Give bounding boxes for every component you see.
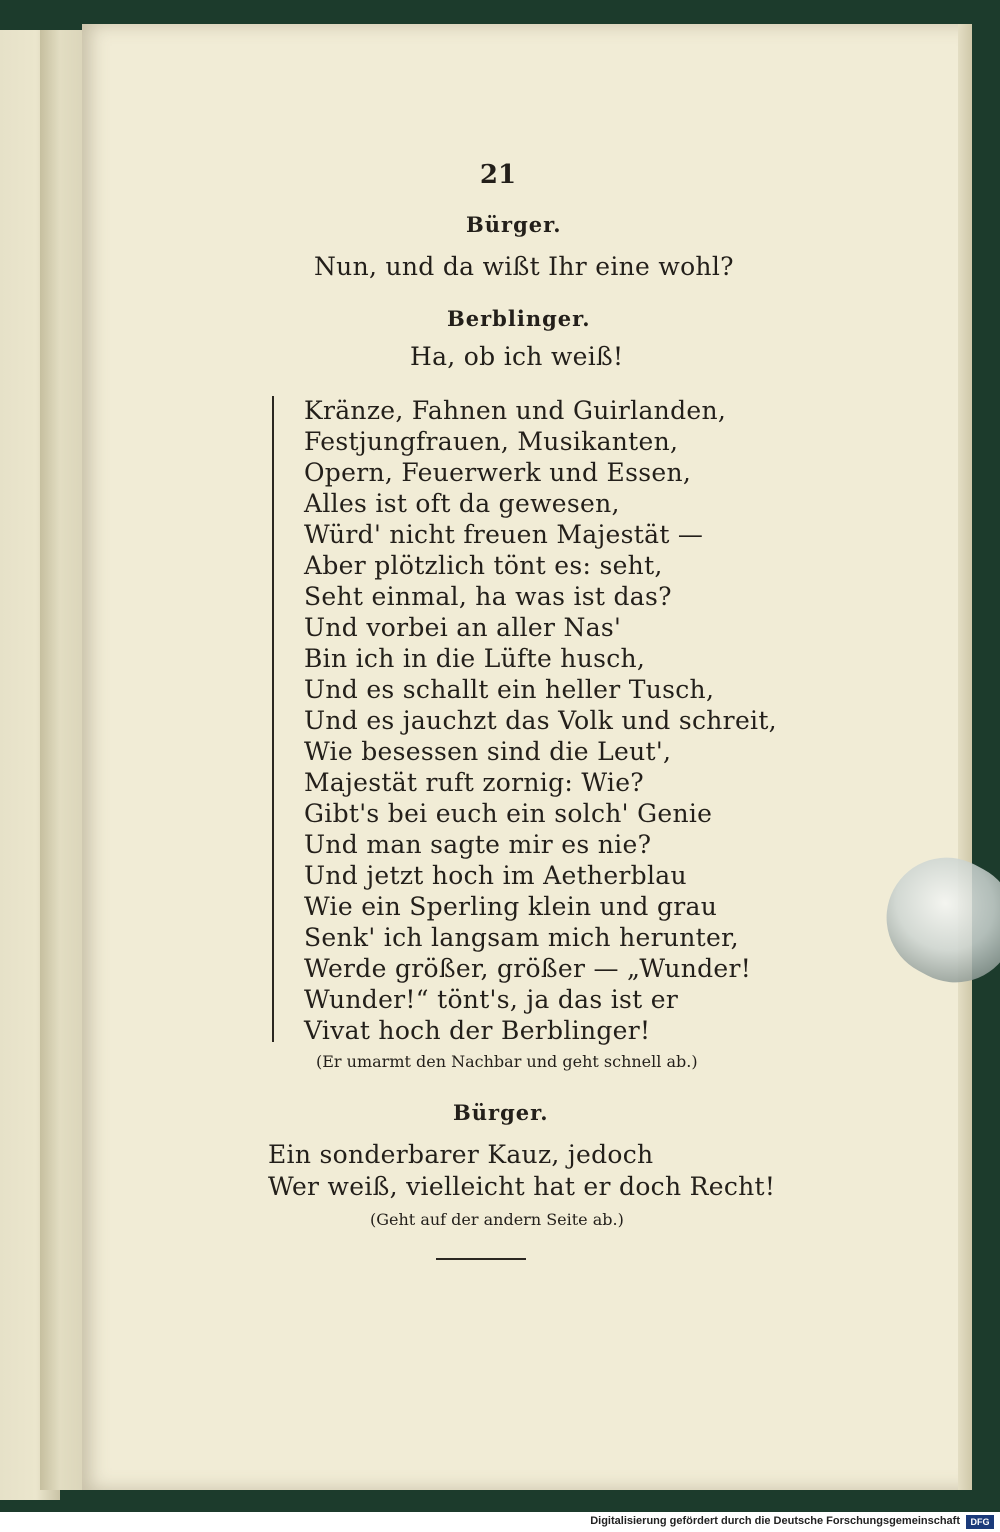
page-right-edge	[958, 24, 972, 1490]
verse-line: Und es schallt ein heller Tusch,	[304, 675, 715, 704]
dialogue-line: Ein sonderbarer Kauz, jedoch	[268, 1140, 654, 1169]
dialogue-line: Wer weiß, vielleicht hat er doch Recht!	[268, 1172, 776, 1201]
dialogue-line: Ha, ob ich weiß!	[410, 342, 624, 371]
verse-line: Festjungfrauen, Musikanten,	[304, 427, 679, 456]
verse-line: Bin ich in die Lüfte husch,	[304, 644, 646, 673]
verse-line: Seht einmal, ha was ist das?	[304, 582, 672, 611]
verse-line: Werde größer, größer — „Wunder!	[304, 954, 752, 983]
page-number: 21	[479, 160, 517, 190]
verse-line: Kränze, Fahnen und Guirlanden,	[304, 396, 727, 425]
verse-line: Majestät ruft zornig: Wie?	[304, 768, 645, 797]
verse-bracket	[272, 396, 274, 1042]
verse-line: Würd' nicht freuen Majestät —	[304, 520, 704, 549]
verse-line: Senk' ich langsam mich herunter,	[304, 923, 739, 952]
speaker-label: Bürger.	[466, 212, 562, 237]
verse-line: Aber plötzlich tönt es: seht,	[304, 551, 663, 580]
verse-line: Und vorbei an aller Nas'	[304, 613, 622, 642]
speaker-label: Berblinger.	[447, 306, 591, 331]
verse-line: Vivat hoch der Berblinger!	[304, 1016, 651, 1045]
verse-line: Opern, Feuerwerk und Essen,	[304, 458, 692, 487]
verse-line: Wie besessen sind die Leut',	[304, 737, 672, 766]
verse-line: Gibt's bei euch ein solch' Genie	[304, 799, 713, 828]
verse-line: Und es jauchzt das Volk und schreit,	[304, 706, 777, 735]
verse-line: Wunder!“ tönt's, ja das ist er	[304, 985, 679, 1014]
footer-bar	[0, 1512, 1000, 1532]
dfg-logo-icon: DFG	[966, 1515, 994, 1529]
verse-line: Alles ist oft da gewesen,	[304, 489, 620, 518]
verse-line: Und man sagte mir es nie?	[304, 830, 652, 859]
dialogue-line: Nun, und da wißt Ihr eine wohl?	[314, 252, 734, 281]
stage-direction: (Geht auf der andern Seite ab.)	[370, 1210, 624, 1229]
verse-line: Und jetzt hoch im Aetherblau	[304, 861, 687, 890]
footer-credit: Digitalisierung gefördert durch die Deutsche Forschungsgemeinschaft	[590, 1515, 960, 1527]
speaker-label: Bürger.	[453, 1100, 549, 1125]
verse-line: Wie ein Sperling klein und grau	[304, 892, 718, 921]
end-rule	[436, 1258, 526, 1260]
stage-direction: (Er umarmt den Nachbar und geht schnell ab.)	[316, 1052, 698, 1071]
